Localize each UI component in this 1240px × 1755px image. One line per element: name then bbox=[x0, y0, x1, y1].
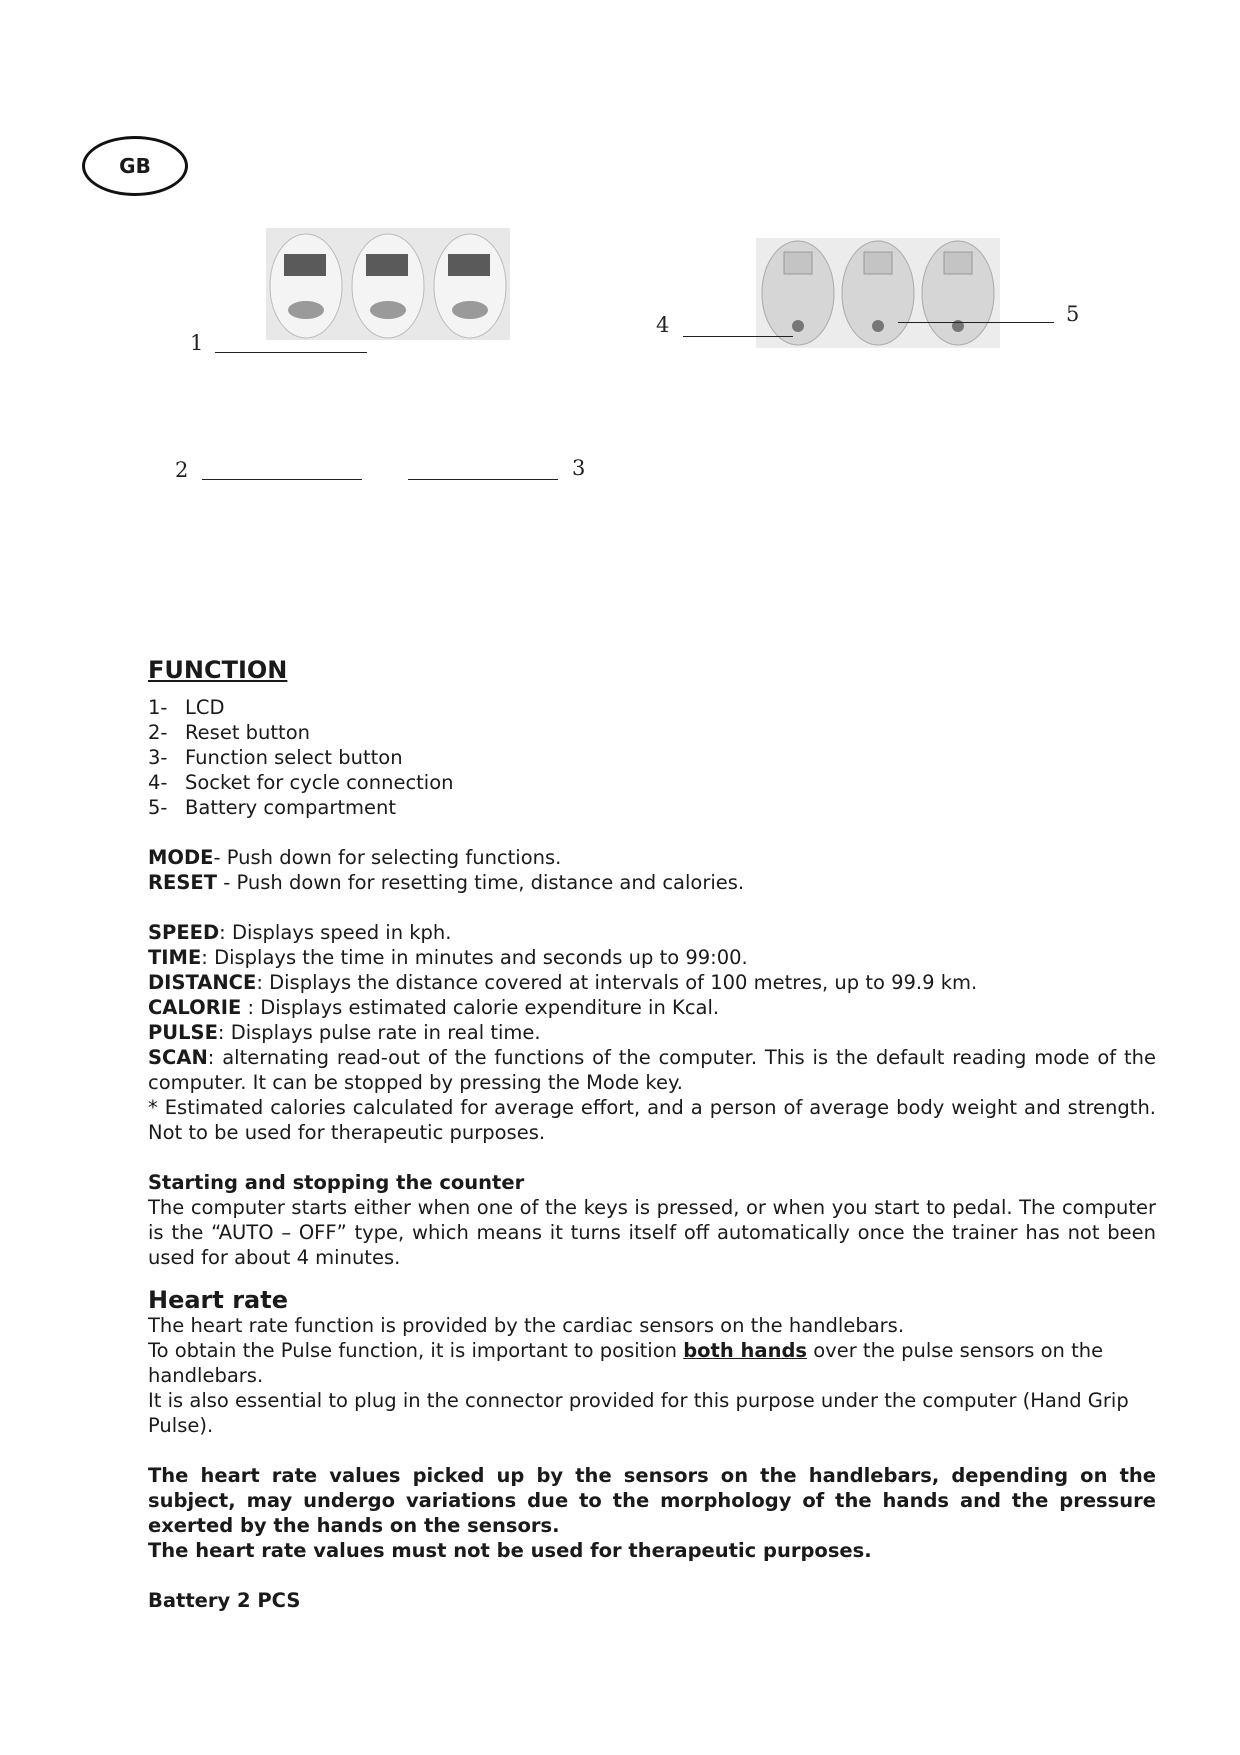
list-item: 5- Battery compartment bbox=[148, 796, 397, 819]
time-line: TIME: Displays the time in minutes and seconds up to 99:00. bbox=[148, 946, 748, 969]
list-item: 3- Function select button bbox=[148, 746, 403, 769]
function-heading: FUNCTION bbox=[148, 656, 288, 684]
list-item: 4- Socket for cycle connection bbox=[148, 771, 454, 794]
callout-5: 5 bbox=[1066, 302, 1080, 326]
distance-line: DISTANCE: Displays the distance covered at intervals of 100 metres, up to 99.9 km. bbox=[148, 971, 978, 994]
counter-heading: Starting and stopping the counter bbox=[148, 1171, 525, 1194]
mode-line: MODE- Push down for selecting functions. bbox=[148, 846, 562, 869]
document-body bbox=[148, 658, 1156, 1613]
heart-rate-line-3: It is also essential to plug in the connector provided for this purpose under the computer (Hand Grip Pulse). bbox=[148, 1389, 1129, 1437]
callout-1: 1 bbox=[190, 331, 204, 355]
leader-line-3 bbox=[408, 479, 558, 480]
heart-rate-warning-1: The heart rate values picked up by the sensors on the handlebars, depending on the subject, may undergo variations due to the morphology of the hands and the pressure exerted by the hands on the sensors. bbox=[148, 1464, 1156, 1537]
callout-3: 3 bbox=[572, 456, 586, 480]
computer-front-unit bbox=[434, 234, 506, 338]
leader-line-4 bbox=[683, 336, 793, 337]
scan-line: SCAN: alternating read-out of the functions of the computer. This is the default reading mode of the computer. It can be stopped by pressing the Mode key. bbox=[148, 1046, 1156, 1094]
list-item: 1- LCD bbox=[148, 696, 225, 719]
heart-rate-line-1: The heart rate function is provided by the cardiac sensors on the handlebars. bbox=[148, 1314, 905, 1337]
leader-line-5 bbox=[898, 322, 1054, 323]
leader-line-1 bbox=[215, 352, 367, 353]
calorie-line: CALORIE : Displays estimated calorie expenditure in Kcal. bbox=[148, 996, 720, 1019]
pulse-line: PULSE: Displays pulse rate in real time. bbox=[148, 1021, 541, 1044]
heart-rate-heading: Heart rate bbox=[148, 1286, 289, 1314]
heart-rate-warning-2: The heart rate values must not be used for therapeutic purposes. bbox=[148, 1539, 872, 1562]
computer-back-unit bbox=[842, 241, 914, 345]
computer-back-image bbox=[756, 238, 1000, 348]
function-list bbox=[148, 695, 1156, 820]
list-item: 2- Reset button bbox=[148, 721, 310, 744]
callout-2: 2 bbox=[175, 458, 189, 482]
calorie-note: * Estimated calories calculated for average effort, and a person of average body weight and strength. Not to be used for therapeutic purposes. bbox=[148, 1096, 1156, 1144]
callout-4: 4 bbox=[656, 313, 670, 337]
battery-line: Battery 2 PCS bbox=[148, 1589, 301, 1612]
computer-front-unit bbox=[352, 234, 424, 338]
speed-line: SPEED: Displays speed in kph. bbox=[148, 921, 452, 944]
computer-front-unit bbox=[270, 234, 342, 338]
heart-rate-line-2: To obtain the Pulse function, it is important to position both hands over the pulse sensors on the handlebars. bbox=[148, 1339, 1104, 1387]
computer-back-unit bbox=[762, 241, 834, 345]
computer-back-unit bbox=[922, 241, 994, 345]
language-badge bbox=[82, 136, 188, 196]
counter-text: The computer starts either when one of the keys is pressed, or when you start to pedal. The computer is the “AUTO – OFF” type, which means it turns itself off automatically once the trainer has not been used for about 4 minutes. bbox=[148, 1196, 1156, 1269]
leader-line-2 bbox=[202, 479, 362, 480]
reset-line: RESET - Push down for resetting time, distance and calories. bbox=[148, 871, 745, 894]
computer-front-image bbox=[266, 228, 510, 340]
language-badge-label: GB bbox=[119, 154, 151, 178]
